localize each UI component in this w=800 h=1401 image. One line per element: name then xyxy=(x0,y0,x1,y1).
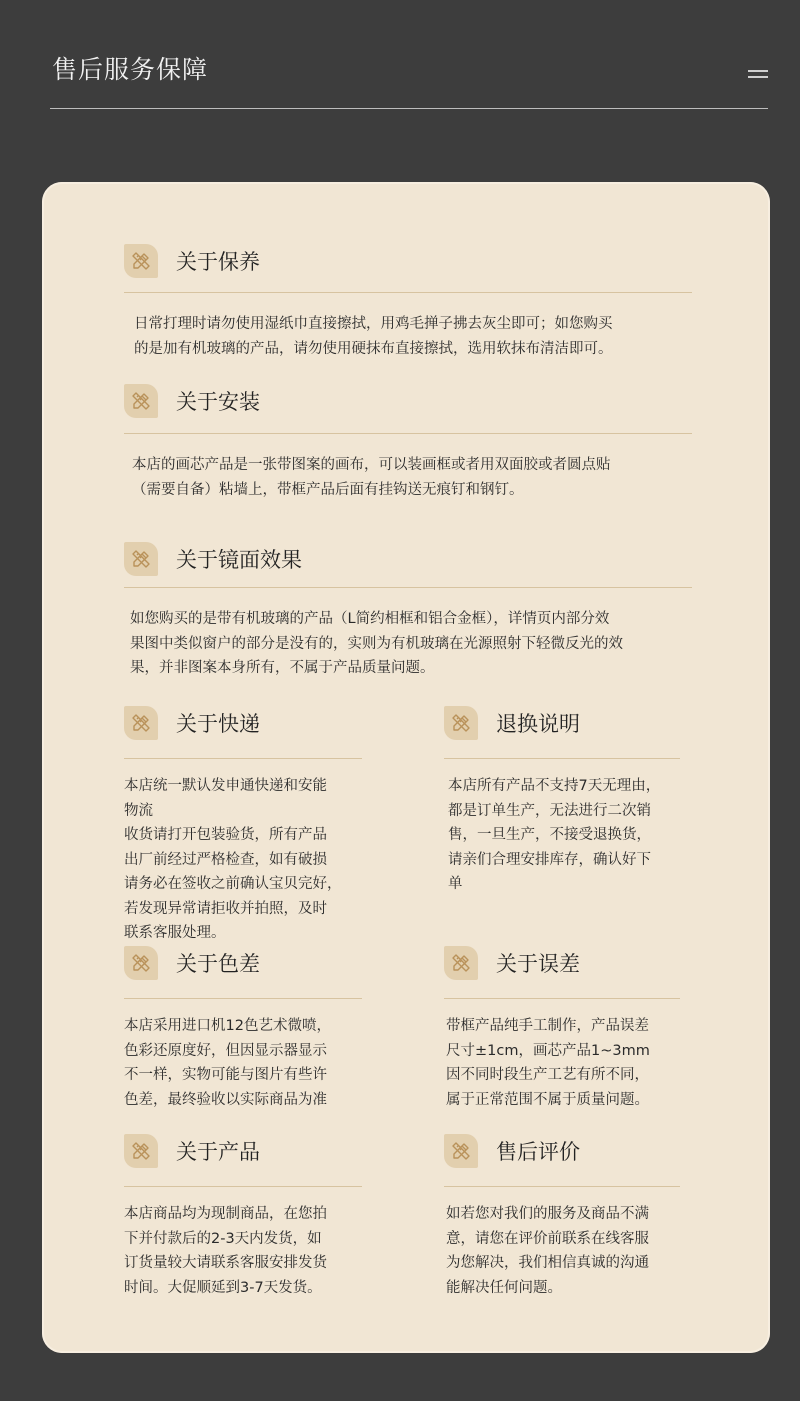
section-title: 售后评价 xyxy=(496,1140,580,1164)
section-text xyxy=(124,1014,374,1112)
section-install xyxy=(124,384,692,498)
section-title: 关于镜面效果 xyxy=(176,548,302,572)
text-line: （需要自备）粘墙上，带框产品后面有挂钩送无痕钉和钢钉。 xyxy=(132,481,524,498)
text-line: 若发现异常请拒收并拍照，及时 xyxy=(124,900,327,917)
text-line: 收货请打开包装验货，所有产品 xyxy=(124,827,327,843)
text-line: 本店商品均为现制商品，在您拍 xyxy=(124,1206,327,1222)
text-line: 果，并非图案本身所有，不属于产品质量问题。 xyxy=(130,660,435,676)
pencil-ruler-icon xyxy=(124,706,158,740)
section-error xyxy=(444,946,684,1108)
pencil-ruler-icon xyxy=(444,1134,478,1168)
page-title: 售后服务保障 xyxy=(52,55,209,84)
section-delivery xyxy=(124,706,364,941)
section-text xyxy=(448,774,698,897)
section-divider xyxy=(124,292,692,293)
text-line: 时间。大促顺延到3-7天发货。 xyxy=(124,1279,322,1296)
section-divider xyxy=(124,587,692,588)
section-text xyxy=(446,1202,696,1300)
section-text xyxy=(124,774,374,946)
text-line: 如您购买的是带有机玻璃的产品（L简约相框和铝合金框），详情页内部分效 xyxy=(130,611,610,627)
text-line: 本店的画芯产品是一张带图案的画布，可以装画框或者用双面胶或者圆点贴 xyxy=(132,457,611,473)
text-line: 请亲们合理安排库存，确认好下 xyxy=(448,851,651,868)
section-title: 关于误差 xyxy=(496,952,580,976)
pencil-ruler-icon xyxy=(124,384,158,418)
text-line: 请务必在签收之前确认宝贝完好， xyxy=(124,876,342,892)
section-text xyxy=(124,1202,374,1300)
pencil-ruler-icon xyxy=(124,1134,158,1168)
text-line: 色彩还原度好，但因显示器显示 xyxy=(124,1042,327,1059)
section-divider xyxy=(124,758,362,759)
text-line: 本店所有产品不支持7天无理由， xyxy=(448,778,661,794)
text-line: 都是订单生产，无法进行二次销 xyxy=(448,802,651,819)
text-line: 出厂前经过严格检查，如有破损 xyxy=(124,851,327,868)
text-line: 如若您对我们的服务及商品不满 xyxy=(446,1206,649,1222)
pencil-ruler-icon xyxy=(124,542,158,576)
section-divider xyxy=(444,998,680,999)
text-line: 不一样，实物可能与图片有些许 xyxy=(124,1067,327,1083)
text-line: 带框产品纯手工制作，产品误差 xyxy=(446,1018,649,1034)
menu-icon[interactable] xyxy=(748,68,768,80)
text-line: 物流 xyxy=(124,802,153,819)
text-line: 下并付款后的2-3天内发货，如 xyxy=(124,1230,322,1247)
section-title: 关于安装 xyxy=(176,390,260,414)
text-line: 果图中类似窗户的部分是没有的，实则为有机玻璃在光源照射下轻微反光的效 xyxy=(130,635,623,652)
section-review xyxy=(444,1134,684,1296)
text-line: 单 xyxy=(448,876,463,892)
section-returns xyxy=(444,706,684,892)
text-line: 属于正常范围不属于质量问题。 xyxy=(446,1091,649,1108)
section-product xyxy=(124,1134,364,1296)
text-line: 本店统一默认发申通快递和安能 xyxy=(124,778,327,794)
text-line: 尺寸±1cm，画芯产品1~3mm xyxy=(446,1042,650,1059)
section-care xyxy=(124,244,692,357)
text-line: 售，一旦生产，不接受退换货， xyxy=(448,827,651,843)
pencil-ruler-icon xyxy=(124,244,158,278)
section-divider xyxy=(444,758,680,759)
pencil-ruler-icon xyxy=(124,946,158,980)
text-line: 色差，最终验收以实际商品为准 xyxy=(124,1091,327,1108)
text-line: 日常打理时请勿使用湿纸巾直接擦拭，用鸡毛掸子拂去灰尘即可；如您购买 xyxy=(134,316,613,332)
section-mirror xyxy=(124,542,692,676)
section-divider xyxy=(124,1186,362,1187)
text-line: 联系客服处理。 xyxy=(124,925,226,941)
section-divider xyxy=(124,998,362,999)
section-title: 退换说明 xyxy=(496,712,580,736)
section-title: 关于色差 xyxy=(176,952,260,976)
section-divider xyxy=(444,1186,680,1187)
section-divider xyxy=(124,433,692,434)
text-line: 的是加有机玻璃的产品，请勿使用硬抹布直接擦拭，选用软抹布清洁即可。 xyxy=(134,340,613,357)
text-line: 为您解决，我们相信真诚的沟通 xyxy=(446,1255,649,1271)
text-line: 本店采用进口机12色艺术微喷， xyxy=(124,1018,331,1034)
section-text xyxy=(132,453,692,502)
section-color xyxy=(124,946,364,1108)
section-text xyxy=(130,607,700,681)
section-text xyxy=(446,1014,696,1112)
section-title: 关于保养 xyxy=(176,250,260,274)
header-divider xyxy=(50,108,768,109)
text-line: 因不同时段生产工艺有所不同， xyxy=(446,1067,649,1083)
section-text xyxy=(134,312,694,361)
section-title: 关于快递 xyxy=(176,712,260,736)
text-line: 意，请您在评价前联系在线客服 xyxy=(446,1230,649,1247)
pencil-ruler-icon xyxy=(444,706,478,740)
section-title: 关于产品 xyxy=(176,1140,260,1164)
text-line: 订货量较大请联系客服安排发货 xyxy=(124,1255,327,1271)
text-line: 能解决任何问题。 xyxy=(446,1279,562,1296)
pencil-ruler-icon xyxy=(444,946,478,980)
